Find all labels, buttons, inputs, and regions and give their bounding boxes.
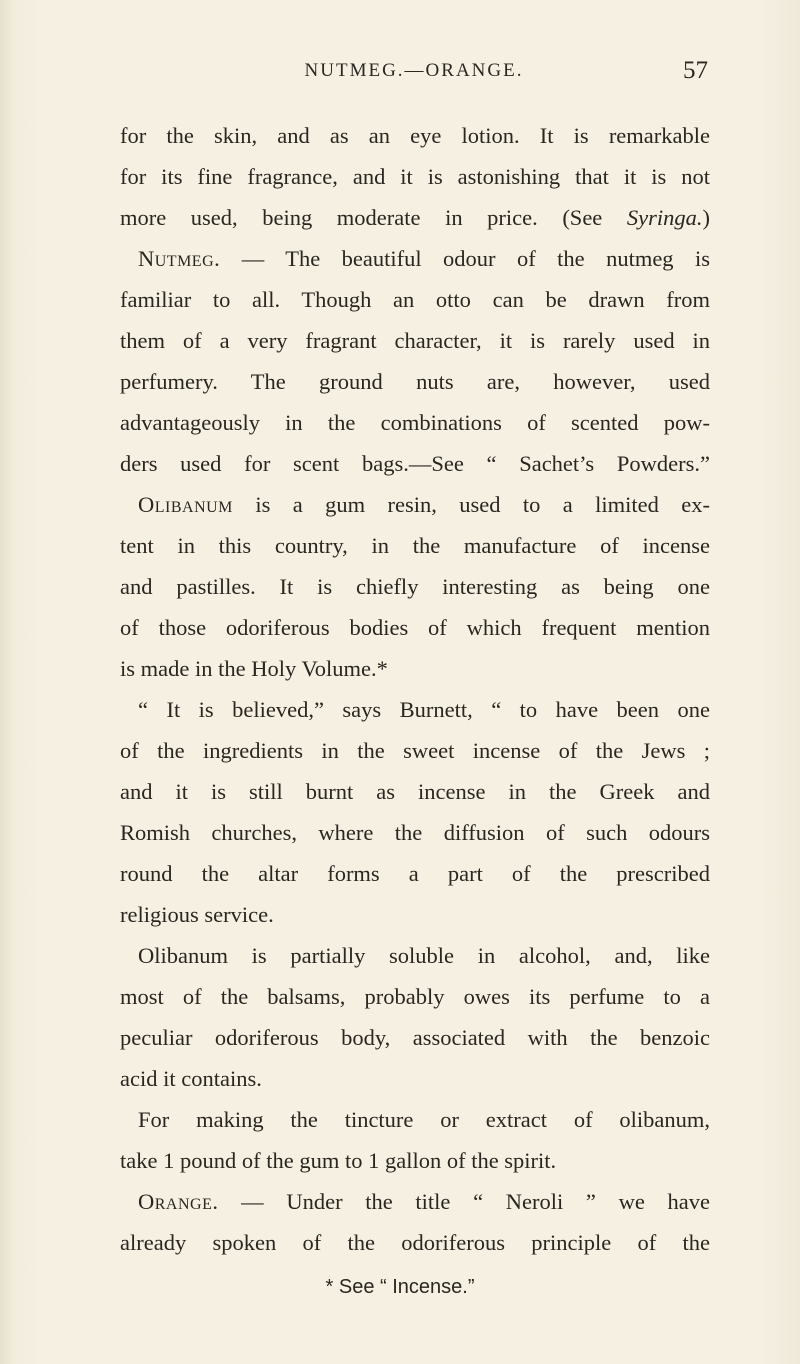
text-line: of those odoriferous bodies of which frequent mention xyxy=(120,615,710,640)
text-line: “ It is believed,” says Burnett, “ to have been one xyxy=(138,697,710,722)
text-line: of the ingredients in the sweet incense of the Jews ; xyxy=(120,738,710,763)
text-span: — The beautiful odour of the nutmeg is xyxy=(220,246,710,271)
text-line: familiar to all. Though an otto can be drawn from xyxy=(120,287,710,312)
text-span: more used, being moderate in price. (See xyxy=(120,205,627,230)
text-line: advantageously in the combinations of scented pow- xyxy=(120,410,710,435)
text-line: and it is still burnt as incense in the Greek and xyxy=(120,779,710,804)
page-number: 57 xyxy=(683,57,708,84)
text-line xyxy=(120,238,710,279)
text-line: for its fine fragrance, and it is astonishing that it is not xyxy=(120,164,710,189)
text-span: is a gum resin, used to a limited ex- xyxy=(232,492,710,517)
text-line: Olibanum is partially soluble in alcohol, and, like xyxy=(138,943,710,968)
footnote: * See “ Incense.” xyxy=(325,1276,475,1298)
text-line: them of a very fragrant character, it is rarely used in xyxy=(120,328,710,353)
text-span: — Under the title “ Neroli ” we have xyxy=(218,1189,710,1214)
text-line: round the altar forms a part of the prescribed xyxy=(120,861,710,886)
text-line: Romish churches, where the diffusion of such odours xyxy=(120,820,710,845)
text-line: religious service. xyxy=(120,902,274,927)
text-line: and pastilles. It is chiefly interesting as being one xyxy=(120,574,710,599)
text-span: ) xyxy=(702,205,710,230)
text-line: ders used for scent bags.—See “ Sachet’s Powders.” xyxy=(120,451,710,476)
body-text xyxy=(120,115,710,1263)
text-line xyxy=(120,1181,710,1222)
text-line: For making the tincture or extract of olibanum, xyxy=(138,1107,710,1132)
text-line: take 1 pound of the gum to 1 gallon of the spirit. xyxy=(120,1148,557,1173)
text-line: for the skin, and as an eye lotion. It is remarkable xyxy=(120,123,710,148)
entry-heading-olibanum: Olibanum xyxy=(138,492,233,517)
text-line: acid it contains. xyxy=(120,1066,262,1091)
text-line: most of the balsams, probably owes its perfume to a xyxy=(120,984,710,1009)
entry-heading-nutmeg: Nutmeg. xyxy=(138,246,221,271)
text-line: perfumery. The ground nuts are, however, used xyxy=(120,369,710,394)
text-line: already spoken of the odoriferous principle of the xyxy=(120,1230,710,1255)
text-line xyxy=(120,484,710,525)
text-line: tent in this country, in the manufacture of incense xyxy=(120,533,710,558)
text-line: peculiar odoriferous body, associated with the benzoic xyxy=(120,1025,710,1050)
cross-reference: Syringa. xyxy=(626,205,703,230)
page-header xyxy=(120,57,708,90)
text-line xyxy=(120,197,710,238)
entry-heading-orange: Orange. xyxy=(138,1189,219,1214)
running-head: NUTMEG.—ORANGE. xyxy=(304,60,524,81)
text-line: is made in the Holy Volume.* xyxy=(120,656,388,681)
